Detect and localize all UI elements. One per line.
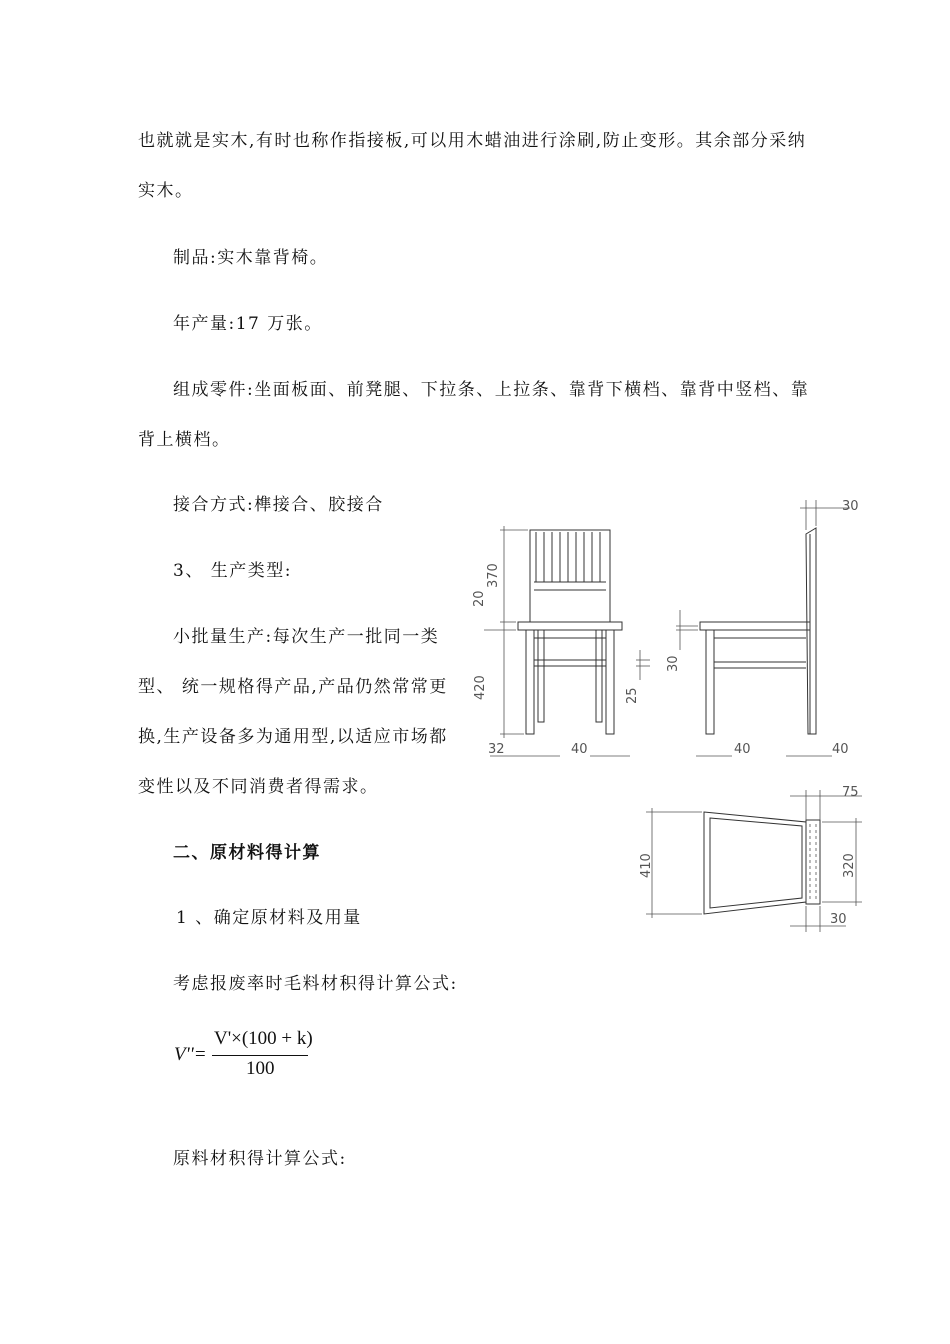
production-type-heading: 3、 生产类型: xyxy=(173,561,292,581)
dim-320: 320 xyxy=(842,853,857,878)
dim-370: 370 xyxy=(486,563,501,588)
output-line: 年产量:17 万张。 xyxy=(173,314,323,334)
product-line: 制品:实木靠背椅。 xyxy=(173,248,329,268)
top-view-dimensions xyxy=(646,790,862,932)
fraction-bar xyxy=(212,1055,308,1056)
subsection-heading: 1 、确定原材料及用量 xyxy=(176,908,362,928)
dim-40: 40 xyxy=(734,742,751,757)
paragraph-line: 也就就是实木,有时也称作指接板,可以用木蜡油进行涂刷,防止变形。其余部分采纳 xyxy=(138,131,807,151)
dim-420: 420 xyxy=(473,675,488,700)
front-view-dimensions xyxy=(484,526,650,756)
formula-lhs: V''= xyxy=(174,1044,207,1065)
chair-top-view xyxy=(704,812,820,914)
joint-line: 接合方式:榫接合、胶接合 xyxy=(173,495,384,515)
raw-formula-intro: 原料材积得计算公式: xyxy=(173,1149,347,1169)
chair-side-view xyxy=(700,528,816,734)
parts-line: 背上横档。 xyxy=(138,430,231,450)
dim-20: 20 xyxy=(472,590,487,607)
chair-front-view xyxy=(518,530,622,734)
paragraph-line: 实木。 xyxy=(138,181,194,201)
dim-75: 75 xyxy=(842,785,859,800)
dim-30: 30 xyxy=(830,912,847,927)
formula-numerator: V'×(100 + k) xyxy=(214,1028,313,1049)
dim-30: 30 xyxy=(666,655,681,672)
parts-line: 组成零件:坐面板面、前凳腿、下拉条、上拉条、靠背下横档、靠背中竖档、靠 xyxy=(173,380,810,400)
dim-25: 25 xyxy=(625,687,640,704)
dim-30: 30 xyxy=(842,499,859,514)
section-heading: 二、原材料得计算 xyxy=(173,843,321,863)
chair-technical-drawing xyxy=(470,490,900,935)
dim-40: 40 xyxy=(832,742,849,757)
dim-32: 32 xyxy=(488,742,505,757)
formula-intro: 考虑报废率时毛料材积得计算公式: xyxy=(173,974,458,994)
side-view-dimensions xyxy=(676,500,850,756)
paragraph-line: 变性以及不同消费者得需求。 xyxy=(138,777,379,797)
paragraph-line: 换,生产设备多为通用型,以适应市场都 xyxy=(138,727,448,747)
dim-40: 40 xyxy=(571,742,588,757)
formula-denominator: 100 xyxy=(246,1058,275,1079)
paragraph-line: 小批量生产:每次生产一批同一类 xyxy=(173,627,440,647)
paragraph-line: 型、 统一规格得产品,产品仍然常常更 xyxy=(138,677,448,697)
dim-410: 410 xyxy=(639,853,654,878)
